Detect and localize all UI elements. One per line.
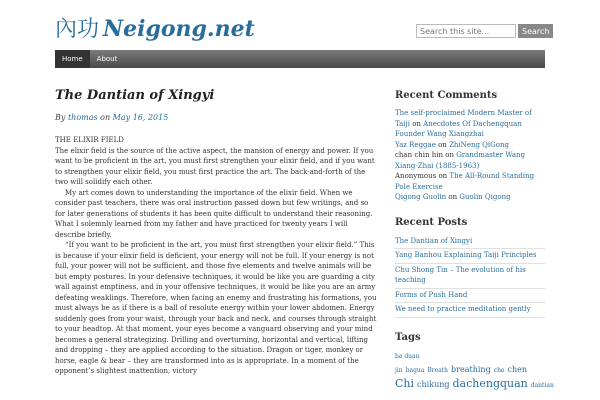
recent-post-link[interactable]: Forms of Push Hand <box>395 290 468 299</box>
tags-title: Tags <box>395 331 421 343</box>
recent-post-link[interactable]: We need to practice meditation gently <box>395 305 531 313</box>
comment-post-link[interactable]: Anecdotes Of Dachengquan Founder Wang Xiangzhai <box>395 119 522 138</box>
comment-post-link[interactable]: ZhiNeng QiGong <box>449 140 509 149</box>
recent-post-item <box>395 235 545 250</box>
recent-comments-list <box>395 108 545 203</box>
tag-link[interactable]: chikung <box>417 379 450 389</box>
main-nav <box>55 50 545 68</box>
tag-cloud <box>395 350 554 392</box>
byline-by: By <box>55 113 66 122</box>
recent-post-item <box>395 264 545 289</box>
post-paragraph-3: “If you want to be proficient in the art, you must first strengthen your elixir field.” This is because if your elixir field is deficient, your energy will not be full. If your energy is not full, your power will not be sufficient, and those five elements and twelve animals will be but empty postures. In your defensive techniques, it would be like you are guarding a city wall against emptiness, and in your offensive techniques, it would be like you are an army defeating weaklings. Therefore, when facing an enemy and frustrating his formations, you must always be as if there is a ball of resolute energy within your lower abdomen. Energy suddenly goes from your waist, through your back and neck, and courses through straight to your headtop. At that moment, your eyes become a vanguard observing and your mind becomes a general strategizing. Drilling and overturning, horizontal and vertical, lifting and dropping – they are applied according to the situation. Dragon or tiger, monkey or horse, eagle & bear – they are transformed into as is appropriate. In a moment of the opponent’s slightest inattention, victory <box>55 241 377 375</box>
sidebar <box>395 90 554 392</box>
recent-post-link[interactable]: Yang Banhou Explaining Taiji Principles <box>395 251 537 259</box>
date-link[interactable]: May 16, 2015 <box>112 113 169 122</box>
post-content <box>55 88 380 377</box>
tag-link[interactable]: Chi <box>395 376 415 390</box>
comment-post-link[interactable]: Guolin Qigong <box>459 193 511 201</box>
search-form <box>416 24 553 38</box>
recent-comment-item <box>395 171 545 192</box>
search-input[interactable] <box>416 24 516 38</box>
recent-post-item <box>395 303 545 318</box>
tag-link[interactable]: dachengquan <box>452 376 528 390</box>
site-name: Neigong.net <box>103 16 255 42</box>
recent-comment-item <box>395 108 545 140</box>
comment-on: on <box>438 140 447 149</box>
tag-link[interactable]: che <box>493 366 505 374</box>
recent-comment-item <box>395 192 545 203</box>
site-logo-glyphs: 內功 <box>55 17 100 42</box>
post-body <box>55 135 380 377</box>
tag-link[interactable]: chen <box>507 364 528 374</box>
byline-on: on <box>100 113 111 122</box>
post-title[interactable]: The Dantian of Xingyi <box>55 88 215 103</box>
tag-link[interactable]: ba duan jin <box>395 352 420 374</box>
comment-author: chan chin hin <box>395 151 443 159</box>
recent-posts-title: Recent Posts <box>395 216 468 228</box>
tag-link[interactable]: bagua <box>405 366 425 374</box>
comment-author: Anonymous <box>395 172 437 180</box>
site-header <box>0 0 600 50</box>
search-button[interactable]: Search <box>518 24 553 38</box>
comment-on: on <box>412 119 421 128</box>
recent-comment-item <box>395 150 545 171</box>
comment-on: on <box>448 193 458 201</box>
post-paragraph-2: My art comes down to understanding the importance of the elixir field. When we consider past teachers, there was oral instruction passed down but few writings, and so for later generations of students it has been quite difficult to understand their reasoning. What I solemnly learned from my father and have practiced for twenty years I will describe briefly. <box>55 188 373 239</box>
site-title-link[interactable] <box>55 12 255 43</box>
recent-post-link[interactable]: Chu Shong Tin – The evolution of his teaching <box>395 265 526 284</box>
recent-post-item <box>395 289 545 304</box>
recent-post-item <box>395 249 545 264</box>
recent-comment-item <box>395 140 545 151</box>
recent-posts-list <box>395 235 545 318</box>
post-paragraph-1: The elixir field is the source of the active aspect, the mansion of energy and power. If you want to be proficient in the art, you must first strengthen your elixir field, and if you want to strengthen your elixir field, you must first practice the art. The back-and-forth of the two will solidify each other. <box>55 146 375 186</box>
tag-link[interactable]: Breath <box>427 366 449 374</box>
comment-on: on <box>438 172 448 180</box>
author-link[interactable]: thomas <box>67 113 98 122</box>
comment-on: on <box>445 151 454 159</box>
post-byline <box>55 113 380 122</box>
nav-about[interactable]: About <box>96 55 118 63</box>
comment-author-link[interactable]: Yaz Reggae <box>395 140 436 149</box>
comment-author-link[interactable]: The self-proclaimed Modern Master of Taiji <box>395 109 532 128</box>
comment-post-link[interactable]: The All-Round Standing Pole Exercise <box>395 172 535 191</box>
recent-comments-title: Recent Comments <box>395 90 498 101</box>
comment-author-link[interactable]: Qigong Guolin <box>395 193 447 201</box>
recent-post-link[interactable]: The Dantian of Xingyi <box>395 236 473 245</box>
tag-link[interactable]: breathing <box>451 364 491 374</box>
tag-link[interactable]: dantian <box>530 381 554 389</box>
post-heading: THE ELIXIR FIELD <box>55 136 124 144</box>
nav-home[interactable]: Home <box>55 50 90 68</box>
comment-post-link[interactable]: Grandmaster Wang Xiang-Zhai (1885-1963) <box>395 151 525 170</box>
